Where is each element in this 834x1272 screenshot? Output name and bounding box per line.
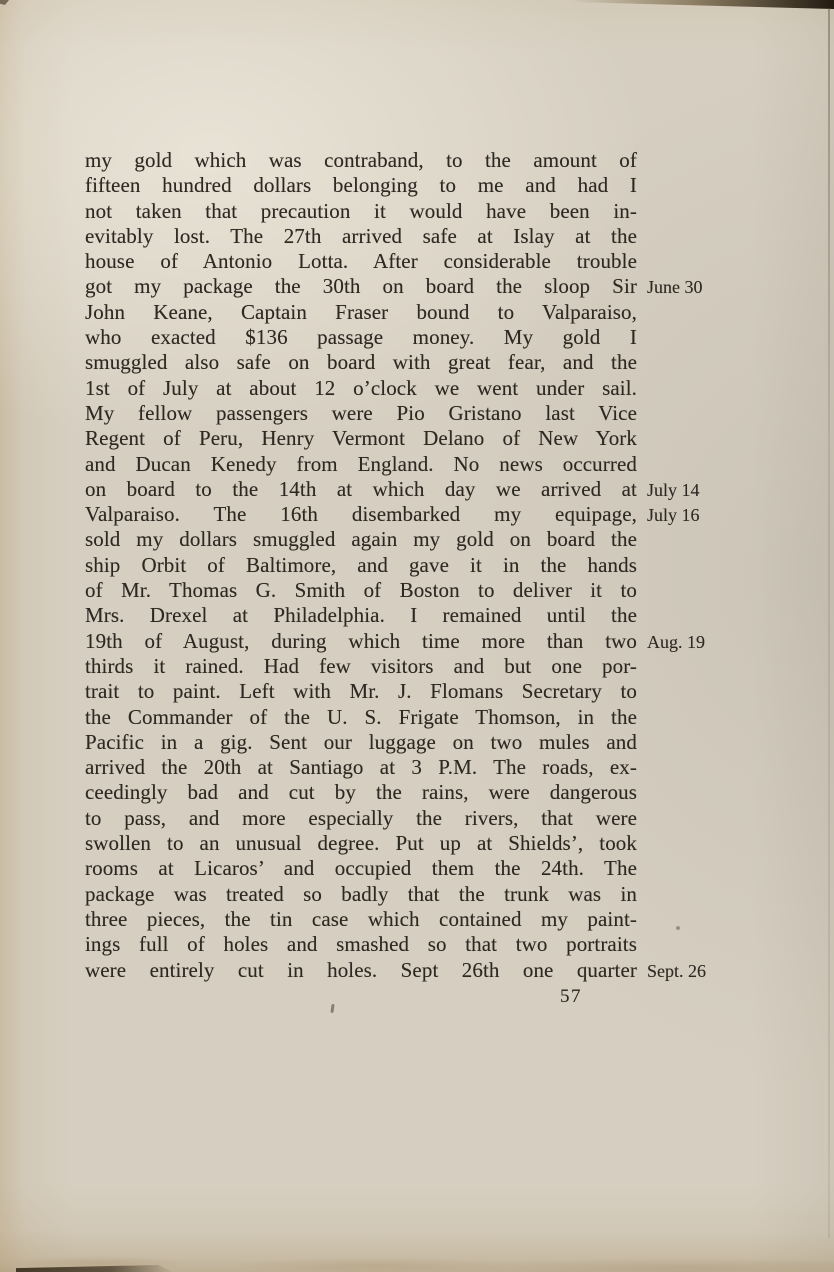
text-line-row — [85, 300, 825, 325]
body-text-line: were entirely cut in holes. Sept 26th one quarter — [85, 957, 637, 982]
body-text-line: trait to paint. Left with Mr. J. Flomans Secretary to — [85, 679, 637, 704]
text-line-row — [85, 755, 825, 780]
body-text-line: John Keane, Captain Fraser bound to Valparaiso, — [85, 299, 637, 324]
text-line-row — [85, 224, 825, 249]
text-line-row — [85, 705, 825, 730]
top-left-edge-mark — [0, 0, 9, 5]
page-number: 57 — [560, 986, 582, 1007]
margin-date-note: Aug. 19 — [647, 631, 705, 652]
text-line-row — [85, 502, 825, 527]
body-text-line: 19th of August, during which time more than two — [85, 628, 637, 653]
text-line-row — [85, 603, 825, 628]
body-text-line: sold my dollars smuggled again my gold on board the — [85, 527, 637, 552]
text-line-row — [85, 831, 825, 856]
body-text-line: evitably lost. The 27th arrived safe at Islay at the — [85, 223, 637, 248]
text-line-row — [85, 730, 825, 755]
text-line-row — [85, 452, 825, 477]
text-line-row — [85, 882, 825, 907]
body-text-line: Mrs. Drexel at Philadelphia. I remained until the — [85, 603, 637, 628]
text-line-row — [85, 679, 825, 704]
text-line-row — [85, 325, 825, 350]
text-line-row — [85, 629, 825, 654]
text-line-row — [85, 148, 825, 173]
right-page-edge-line — [828, 8, 830, 1238]
body-text-line: of Mr. Thomas G. Smith of Boston to deliver it to — [85, 578, 637, 603]
margin-date-note: July 16 — [647, 505, 700, 526]
body-text-line: 1st of July at about 12 o’clock we went under sail. — [85, 375, 637, 400]
text-block — [85, 148, 825, 983]
body-text-line: on board to the 14th at which day we arrived at — [85, 476, 637, 501]
body-text-line: house of Antonio Lotta. After considerable trouble — [85, 249, 637, 274]
body-text-line: my gold which was contraband, to the amount of — [85, 148, 637, 172]
body-text-line: package was treated so badly that the trunk was in — [85, 881, 637, 906]
body-text-line: fifteen hundred dollars belonging to me and had I — [85, 173, 637, 198]
body-text-line: the Commander of the U. S. Frigate Thomson, in the — [85, 704, 637, 729]
body-text-line: ings full of holes and smashed so that two portraits — [85, 932, 637, 957]
body-text-line: and Ducan Kenedy from England. No news occurred — [85, 451, 637, 476]
body-text-line: rooms at Licaros’ and occupied them the 24th. The — [85, 856, 637, 881]
body-text-line: Valparaiso. The 16th disembarked my equipage, — [85, 502, 637, 527]
margin-date-note: June 30 — [647, 277, 703, 298]
body-text-line: thirds it rained. Had few visitors and but one por- — [85, 653, 637, 678]
text-line-row — [85, 553, 825, 578]
body-text-line: got my package the 30th on board the sloop Sir — [85, 274, 637, 299]
body-text-line: who exacted $136 passage money. My gold I — [85, 325, 637, 350]
body-text-line: three pieces, the tin case which contained my paint- — [85, 906, 637, 931]
paper-speck — [676, 926, 680, 930]
body-text-line: Regent of Peru, Henry Vermont Delano of New York — [85, 426, 637, 451]
body-text-line: not taken that precaution it would have been in- — [85, 198, 637, 223]
text-line-row — [85, 350, 825, 375]
text-line-row — [85, 907, 825, 932]
text-line-row — [85, 654, 825, 679]
body-text-line: ship Orbit of Baltimore, and gave it in the hands — [85, 552, 637, 577]
body-text-line: smuggled also safe on board with great fear, and the — [85, 350, 637, 375]
text-line-row — [85, 249, 825, 274]
body-text-line: ceedingly bad and cut by the rains, were dangerous — [85, 780, 637, 805]
paper-speck — [330, 1004, 334, 1013]
text-line-row — [85, 958, 825, 983]
body-text-line: swollen to an unusual degree. Put up at Shields’, took — [85, 831, 637, 856]
text-line-row — [85, 274, 825, 299]
body-text-line: to pass, and more especially the rivers, that were — [85, 805, 637, 830]
body-text-line: Pacific in a gig. Sent our luggage on two mules and — [85, 729, 637, 754]
text-line-row — [85, 199, 825, 224]
body-text-line: arrived the 20th at Santiago at 3 P.M. The roads, ex- — [85, 755, 637, 780]
text-line-row — [85, 780, 825, 805]
text-line-row — [85, 376, 825, 401]
bottom-deckle-edge — [0, 1230, 834, 1272]
text-line-row — [85, 856, 825, 881]
top-right-edge-shadow — [570, 0, 834, 9]
text-line-row — [85, 932, 825, 957]
text-line-row — [85, 578, 825, 603]
text-line-row — [85, 426, 825, 451]
text-line-row — [85, 806, 825, 831]
body-text-line: My fellow passengers were Pio Gristano last Vice — [85, 400, 637, 425]
text-line-row — [85, 401, 825, 426]
margin-date-note: July 14 — [647, 479, 700, 500]
text-line-row — [85, 477, 825, 502]
text-line-row — [85, 527, 825, 552]
margin-date-note: Sept. 26 — [647, 960, 707, 981]
text-line-row — [85, 173, 825, 198]
